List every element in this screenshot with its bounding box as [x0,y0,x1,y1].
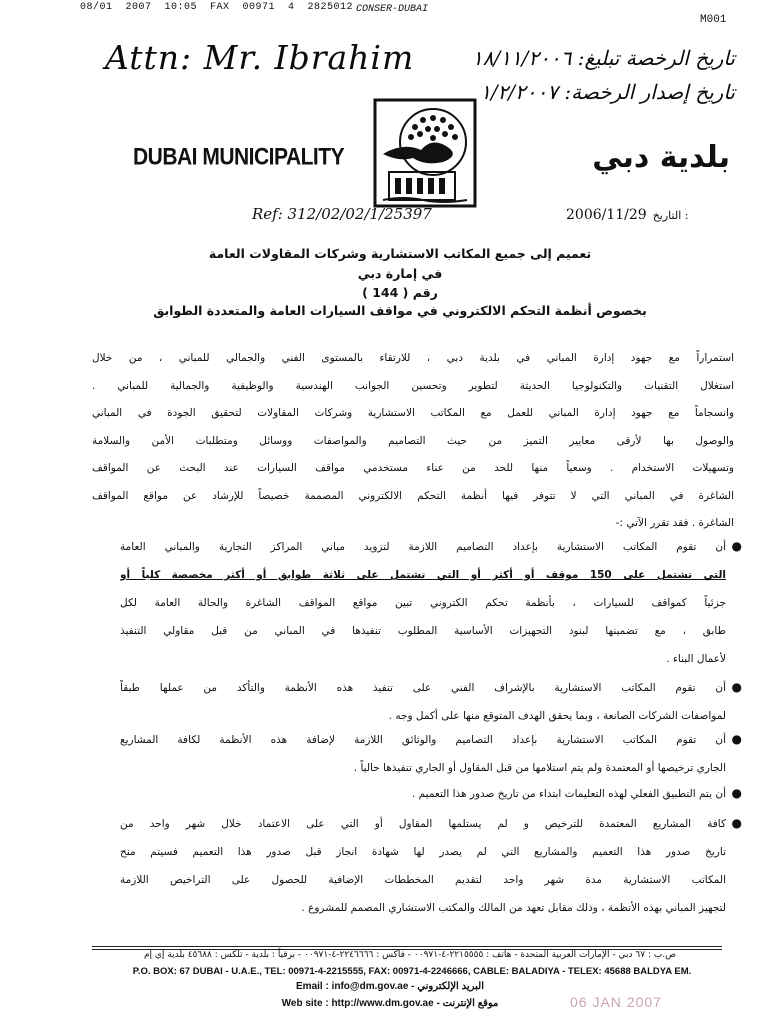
date-label: التاريخ : [652,209,689,222]
footer-website: Web site : http://www.dm.gov.ae - موقع الإنترنت [281,998,499,1009]
footer-address-english: P.O. BOX: 67 DUBAI - U.A.E., TEL: 00971-4-2215555, FAX: 00971-4-2246666, CABLE: BALADIYA - TELEX: 45688 BALDYA EM. [132,966,692,977]
body-paragraph [92,345,734,538]
body-line: وتسهيلات الاستخدام . وسعياً منها للحد من عناء مستخدمي مواقف السيارات عند البحث عن المواقف [92,462,734,474]
footer-email: Email : info@dm.gov.ae - البريد الإلكتروني [296,981,484,992]
bullet-icon: ● [731,816,742,830]
org-name-arabic: بلدية دبي [592,140,730,175]
bullet-line: أن تقوم المكاتب الاستشارية بإعداد التصاميم اللازمة لتزويد مباني المراكز التجارية والمباني العامة [120,541,726,553]
bullet-line: أن تقوم المكاتب الاستشارية بإعداد التصاميم والوثائق اللازمة لإضافة هذه الأنظمة لكافة المشاريع [120,734,726,746]
bullet-line: الجاري ترخيصها أو المعتمدة ولم يتم استلامها من قبل المقاول أو الجاري تنفيذها حالياً . [353,762,726,774]
received-stamp-date: 06 JAN 2007 [570,994,662,1010]
handwritten-attention: Attn: Mr. Ibrahim [105,38,415,77]
bullet-line: لتجهيز المباني بهذه الأنظمة ، وذلك مقابل تعهد من المالك والمكتب الاستشاري المصمم للمشروع . [301,902,726,914]
bullet-icon: ● [731,539,742,553]
fax-page-number: M001 [700,14,727,26]
circular-heading-line-3: رقم ( 144 ) [362,285,438,300]
date-value: 2006/11/29 [566,207,647,223]
bullet-line: التي تشتمل على 150 موقف أو أكثر أو التي تشتمل على ثلاثة طوابق أو أكثر مخصصة كلياً أو [120,569,726,581]
bullet-line: جزئياً كمواقف للسيارات ، بأنظمة تحكم الكتروني تبين مواقع المواقف الشاغرة والحالة العامة لكل [120,597,726,609]
handwritten-receipt-date: تاريخ الرخصة تبليغ: ١٨/١١/٢٠٠٦ [471,46,735,70]
footer-divider [92,946,722,947]
circular-heading-line-2: في إمارة دبي [357,266,443,281]
body-line: الشاغرة . فقد تقرر الآتي :- [615,517,734,529]
body-line: وانسجاماً مع جهود إدارة المباني للعمل مع المكاتب الاستشارية وشركات المقاولات لتحقيق الجودة في المباني [92,407,734,419]
bullet-icon: ● [731,786,742,800]
bullet-icon: ● [731,732,742,746]
document-date [566,207,688,223]
received-stamp-ghost [520,968,630,994]
list-item [120,533,742,673]
list-item [120,674,742,730]
body-line: الشاغرة في المباني التي لا تتوفر فيها أنظمة التحكم الالكتروني المصممة خصيصاً للإرشاد عن مواقع المواقف [92,489,734,502]
bullet-line: لمواصفات الشركات الصانعة ، وبما يحقق الهدف المتوقع منها على أكمل وجه . [388,710,726,722]
list-item [120,810,742,922]
list-item [120,726,742,782]
dubai-municipality-logo-icon [373,96,477,210]
bullet-icon: ● [731,680,742,694]
footer-address-arabic: ص.ب : ٦٧ دبي - الإمارات العربية المتحدة - هاتف : ٢٢١٥٥٥٥-٤-٠٠٩٧١ - فاكس : ٢٢٤٦٦٦٦-٤-٠٠٩٧١ - برقياً : بلدية - تلكس : ٤٥٦٨٨ بلدية إي إم [143,950,677,960]
body-line: استغلال التقنيات والتكنولوجيا الحديثة لتطوير وتحسين الجوانب الهندسية والوظيفية والجمالية للمباني . [92,379,734,392]
bullet-line: أن تقوم المكاتب الاستشارية بالإشراف الفني على تنفيذ هذه الأنظمة والتأكد من عملها طبقاً [120,682,726,694]
fax-header-line: 08/01 2007 10:05 FAX 00971 4 2825012 [80,2,354,13]
bullet-line: تاريخ صدور هذا التعميم والمشاريع التي لم يصدر لها شهادة انجاز قبل صدور هذا التعميم فسيتم منح [120,846,726,858]
bullet-line: طابق ، مع تضمينها لبنود التجهيزات الأساسية المطلوب تنفيذها في المباني من قبل مقاولي التنفيذ [120,625,726,637]
circular-heading-line-4: بخصوص أنظمة التحكم الالكتروني في مواقف السيارات العامة والمتعددة الطوابق [153,303,647,318]
body-line: استمراراً مع جهود إدارة المباني في بلدية دبي ، للارتقاء بالمستوى الفني والجمالي للمباني ، من خلال [92,352,734,364]
bullet-line: لأعمال البناء . [666,653,726,665]
fax-sender: CONSER-DUBAI [356,4,429,15]
bullet-line: كافة المشاريع المعتمدة للترخيص و لم يستلمها المقاول أو التي على الاعتماد خلال شهر واحد من [120,818,726,830]
circular-heading-line-1: تعميم إلى جميع المكاتب الاستشارية وشركات المقاولات العامة [208,246,592,261]
reference-number: Ref: 312/02/02/1/25397 [252,205,432,223]
body-line: والوصول بها لأرقى معايير التميز من حيث التصاميم والمواصفات ووسائل ومتطلبات الأمن والسلامة [92,434,734,447]
handwritten-issue-date: تاريخ إصدار الرخصة: ١/٢/٢٠٠٧ [480,80,735,104]
org-name-english: DUBAI MUNICIPALITY [133,144,345,171]
list-item [120,780,742,808]
bullet-line: أن يتم التطبيق الفعلي لهذه التعليمات ابتداء من تاريخ صدور هذا التعميم . [411,788,726,800]
bullet-line: المكاتب الاستشارية مدة شهر واحد لتقديم المخططات الإضافية للحصول على التراخيص اللازمة [120,874,726,886]
